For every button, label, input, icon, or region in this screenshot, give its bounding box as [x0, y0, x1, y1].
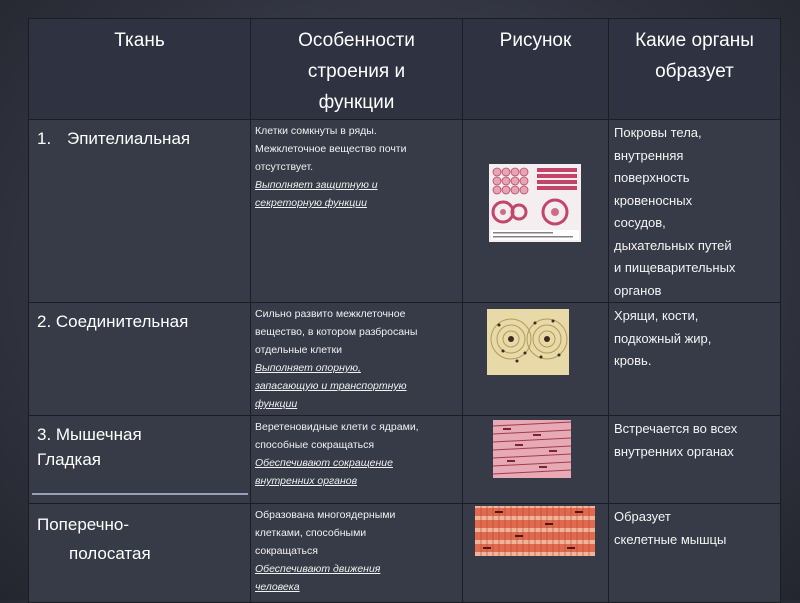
header-organs — [609, 19, 781, 120]
picture-cell — [463, 303, 609, 416]
picture-cell — [463, 120, 609, 303]
organ-line: Образует — [614, 509, 671, 524]
header-structure — [251, 19, 463, 120]
tissue-subname: полосатая — [69, 544, 151, 563]
header-picture: Рисунок — [463, 19, 609, 120]
desc-line: Сильно развито межклеточное — [255, 308, 406, 320]
desc-line: Образована многоядерными — [255, 509, 396, 521]
function-line: человека — [255, 581, 300, 593]
header-tissue: Ткань — [29, 19, 251, 120]
organ-line: органов — [614, 282, 662, 298]
function-line: секреторную функции — [255, 197, 367, 209]
epithelial-tissue-image — [489, 164, 581, 242]
smooth-muscle-image — [493, 420, 571, 478]
organ-line: скелетные мышцы — [614, 531, 727, 547]
picture-cell — [463, 416, 609, 504]
description-cell — [251, 120, 463, 303]
description-cell — [251, 504, 463, 603]
organ-line: Встречается во всех — [614, 421, 738, 436]
desc-line: Веретеновидные клети с ядрами, — [255, 421, 419, 433]
desc-line: Клетки сомкнуты в ряды. — [255, 125, 377, 137]
desc-line: Межклеточное вещество почти — [255, 143, 407, 155]
row-divider-accent — [32, 493, 248, 495]
table-row-smooth-muscle — [29, 416, 781, 504]
function-line: Выполняет защитную и — [255, 179, 378, 191]
table-row-connective — [29, 303, 781, 416]
organ-line: Покровы тела, — [614, 125, 702, 140]
organs-cell — [609, 120, 781, 303]
organs-cell — [609, 504, 781, 603]
tissue-name-cell — [29, 303, 251, 416]
header-structure-line1: Особенности — [298, 30, 415, 51]
organ-line: и пищеварительных — [614, 260, 736, 275]
tissue-table — [28, 18, 781, 603]
striated-muscle-image — [475, 506, 595, 556]
row-number: 1. — [37, 129, 52, 148]
table-row-striated-muscle — [29, 504, 781, 603]
organ-line: Хрящи, кости, — [614, 308, 699, 323]
organ-line: поверхность — [614, 170, 690, 185]
desc-line: способные сокращаться — [255, 439, 375, 451]
function-line: Обеспечивают сокращение — [255, 457, 393, 469]
organ-line: кровь. — [614, 353, 652, 368]
function-line: Выполняет опорную, — [255, 362, 361, 374]
organ-line: внутренних органах — [614, 443, 734, 459]
organ-line: сосудов, — [614, 215, 666, 230]
organs-cell — [609, 416, 781, 504]
tissue-name: Эпителиальная — [67, 129, 191, 148]
description-cell — [251, 416, 463, 504]
tissue-name: 2. Соединительная — [37, 312, 189, 331]
header-organs-line2: образует — [655, 61, 734, 82]
function-line: функции — [255, 398, 298, 410]
tissue-name-cell — [29, 504, 251, 603]
table-row-epithelial — [29, 120, 781, 303]
tissue-subname: Гладкая — [37, 450, 102, 469]
desc-line: отдельные клетки — [255, 344, 342, 356]
organ-line: дыхательных путей — [614, 237, 732, 253]
header-structure-line2: строения и — [307, 61, 406, 82]
desc-line: отсутствует. — [255, 161, 314, 173]
connective-tissue-image — [487, 309, 569, 375]
description-cell — [251, 303, 463, 416]
table-header-row — [29, 19, 781, 120]
tissue-name: Поперечно- — [37, 515, 130, 534]
picture-cell — [463, 504, 609, 603]
function-line: запасающую и транспортную — [255, 380, 407, 392]
organs-cell — [609, 303, 781, 416]
organ-line: подкожный жир, — [614, 330, 712, 346]
function-line: Обеспечивают движения — [255, 563, 381, 575]
desc-line: клетками, способными — [255, 527, 367, 539]
tissue-name-cell — [29, 120, 251, 303]
organ-line: кровеносных — [614, 192, 693, 208]
header-structure-line3: функции — [318, 92, 395, 113]
organ-line: внутренняя — [614, 147, 684, 163]
tissue-name-cell — [29, 416, 251, 504]
tissue-name: 3. Мышечная — [37, 425, 142, 444]
function-line: внутренних органов — [255, 475, 358, 487]
header-organs-line1: Какие органы — [635, 30, 754, 51]
desc-line: сокращаться — [255, 545, 318, 557]
desc-line: вещество, в котором разбросаны — [255, 326, 418, 338]
